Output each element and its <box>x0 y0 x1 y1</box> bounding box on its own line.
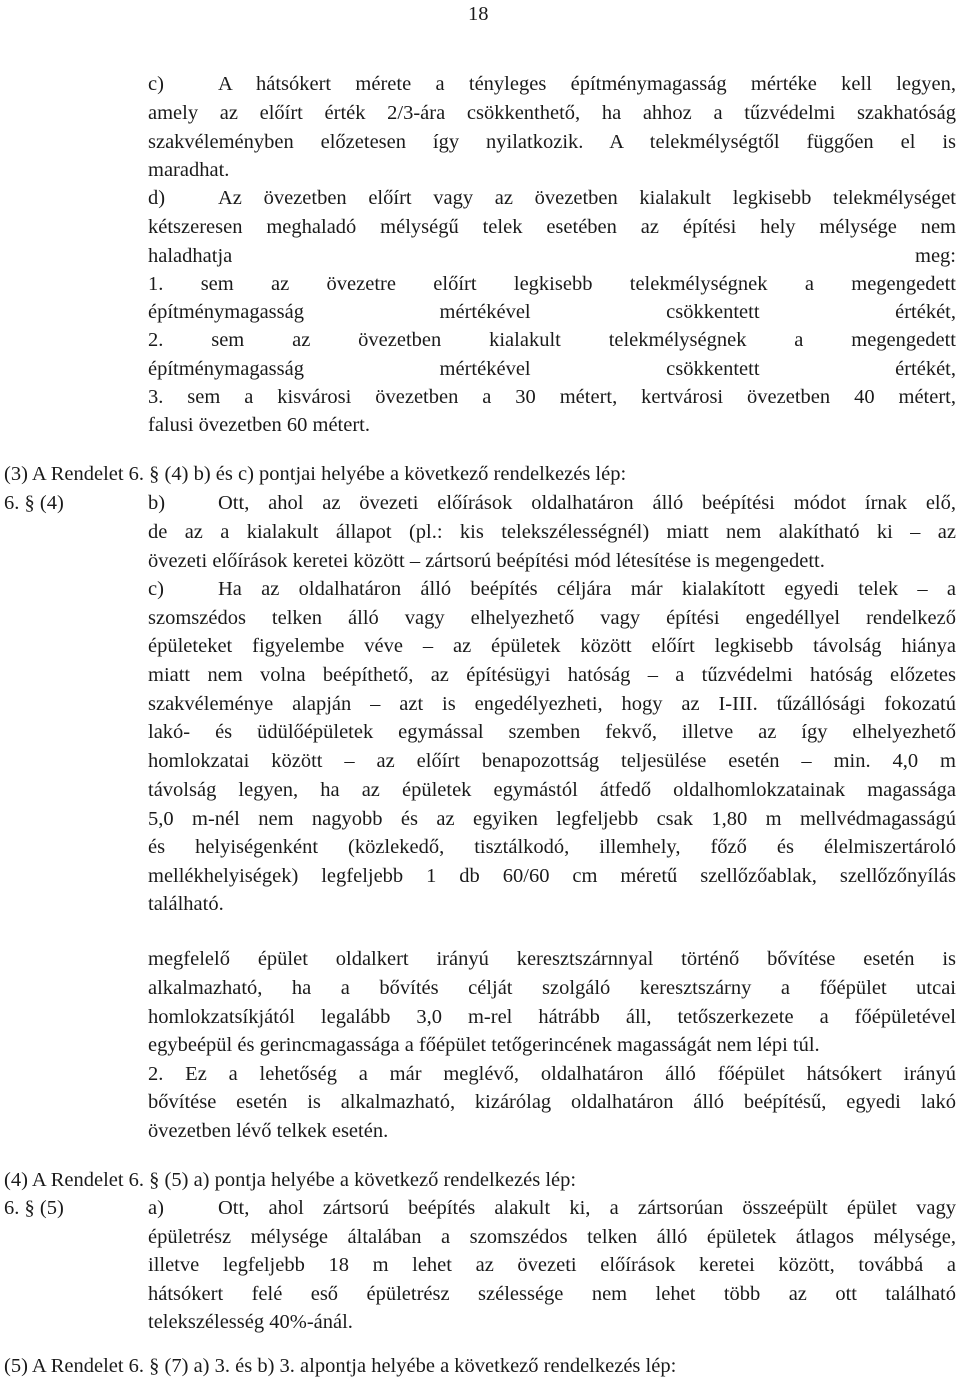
section-3-c-line: távolság legyen, ha az épületek egymástól átfedő oldalhomlokzatainak magassága <box>148 779 956 801</box>
section-4-paragraph-ref: 6. § (5) <box>4 1197 64 1219</box>
item-c-line: szakvéleményben előzetesen így nyilatkozik. A telekmélységtől függően el is <box>148 131 956 153</box>
section-3-c-line: szomszédos telken álló vagy elhelyezhető vagy építési engedéllyel rendelkező <box>148 607 956 629</box>
section-3-b-label: b) <box>148 492 166 514</box>
item-d-line: haladhatja meg: <box>148 245 956 267</box>
item-c-line: maradhat. <box>148 159 230 181</box>
item-d-line: falusi övezetben 60 métert. <box>148 414 370 436</box>
section-3-b-line: de az a kialakult állapot (pl.: kis telekszélességnél) miatt nem alakítható ki – az <box>148 521 956 543</box>
section-3-c-line: mellékhelyiségek) legfeljebb 1 db 60/60 cm méretű szellőzőablak, szellőzőnyílás <box>148 865 956 887</box>
section-3-extra-line: homlokzatsíkjától legalább 3,0 m-rel hátrább áll, tetőszerkezete a főépületével <box>148 1006 956 1028</box>
item-d-line: építménymagasság mértékével csökkentett értékét, <box>148 301 956 323</box>
section-3-c-line: épületeket figyelembe véve – az épületek között előírt legkisebb távolság hiánya <box>148 635 956 657</box>
section-3-c-line: homlokzatai között – az előírt benapozottság teljesülése esetén – min. 4,0 m <box>148 750 956 772</box>
section-3-b-line: Ott, ahol az övezeti előírások oldalhatáron álló beépítési módot írnak elő, <box>218 492 956 514</box>
item-c-line: A hátsókert mérete a tényleges építménymagasság mértéke kell legyen, <box>218 73 956 95</box>
section-3-extra-line: megfelelő épület oldalkert irányú keresztszárnnyal történő bővítése esetén is <box>148 948 956 970</box>
section-3-extra-line: övezetben lévő telkek esetén. <box>148 1120 389 1142</box>
section-3-c-line: szakvéleménye alapján – azt is engedélyezheti, hogy az I-III. tűzállósági fokozatú <box>148 693 956 715</box>
section-3-c-line: található. <box>148 893 224 915</box>
section-3-c-line: lakó- és üdülőépületek egymással szemben fekvő, illetve az így elhelyezhető <box>148 721 956 743</box>
item-c-label: c) <box>148 73 164 95</box>
item-d-line: 2. sem az övezetben kialakult telekmélységnek a megengedett <box>148 329 956 351</box>
section-4-a-line: épületrész mélysége általában a szomszédos telken álló épületek átlagos mélysége, <box>148 1226 956 1248</box>
item-d-line: Az övezetben előírt vagy az övezetben kialakult legkisebb telekmélységet <box>218 187 956 209</box>
section-3-extra-line: 2. Ez a lehetőség a már meglévő, oldalhatáron álló főépület hátsókert irányú <box>148 1063 956 1085</box>
section-3-extra-line: alkalmazható, ha a bővítés célját szolgáló keresztszárny a főépület utcai <box>148 977 956 999</box>
section-3-heading: (3) A Rendelet 6. § (4) b) és c) pontjai helyébe a következő rendelkezés lép: <box>4 463 627 485</box>
section-3-c-line: miatt nem volna beépíthető, az építésügyi hatóság – a tűzvédelmi hatóság előzetes <box>148 664 956 686</box>
section-3-extra-line: bővítése esetén is alkalmazható, kizárólag oldalhatáron álló beépítésű, egyedi lakó <box>148 1091 956 1113</box>
item-d-label: d) <box>148 187 166 209</box>
item-d-line: kétszeresen meghaladó mélységű telek esetében az építési hely mélysége nem <box>148 216 956 238</box>
section-3-b-line: övezeti előírások keretei között – zártsorú beépítési mód létesítése is megengedett. <box>148 550 825 572</box>
section-3-c-label: c) <box>148 578 164 600</box>
section-4-a-label: a) <box>148 1197 164 1219</box>
section-3-extra-line: egybeépül és gerincmagassága a főépület tetőgerincének magasságát nem lépi túl. <box>148 1034 820 1056</box>
section-5-heading: (5) A Rendelet 6. § (7) a) 3. és b) 3. alpontja helyébe a következő rendelkezés lép: <box>4 1355 677 1377</box>
section-4-a-line: telekszélesség 40%-ánál. <box>148 1311 353 1333</box>
section-4-a-line: illetve legfeljebb 18 m lehet az övezeti előírások keretei között, továbbá a <box>148 1254 956 1276</box>
item-d-line: 3. sem a kisvárosi övezetben a 30 métert, kertvárosi övezetben 40 métert, <box>148 386 956 408</box>
page-number: 18 <box>468 3 489 25</box>
section-3-paragraph-ref: 6. § (4) <box>4 492 64 514</box>
section-3-c-line: Ha az oldalhatáron álló beépítés céljára már kialakított egyedi telek – a <box>218 578 956 600</box>
section-3-c-line: 5,0 m-nél nem nagyobb és az egyiken legfeljebb csak 1,80 m mellvédmagasságú <box>148 808 956 830</box>
section-3-c-line: és helyiségenként (közlekedő, tisztálkodó, illemhely, főző és élelmiszertároló <box>148 836 956 858</box>
item-d-line: építménymagasság mértékével csökkentett értékét, <box>148 358 956 380</box>
section-4-a-line: hátsókert felé eső épületrész szélessége nem lehet több az ott található <box>148 1283 956 1305</box>
section-4-a-line: Ott, ahol zártsorú beépítés alakult ki, a zártsorúan összeépült épület vagy <box>218 1197 956 1219</box>
section-4-heading: (4) A Rendelet 6. § (5) a) pontja helyébe a következő rendelkezés lép: <box>4 1169 577 1191</box>
item-d-line: 1. sem az övezetre előírt legkisebb telekmélységnek a megengedett <box>148 273 956 295</box>
item-c-line: amely az előírt érték 2/3-ára csökkenthető, ha ahhoz a tűzvédelmi szakhatóság <box>148 102 956 124</box>
